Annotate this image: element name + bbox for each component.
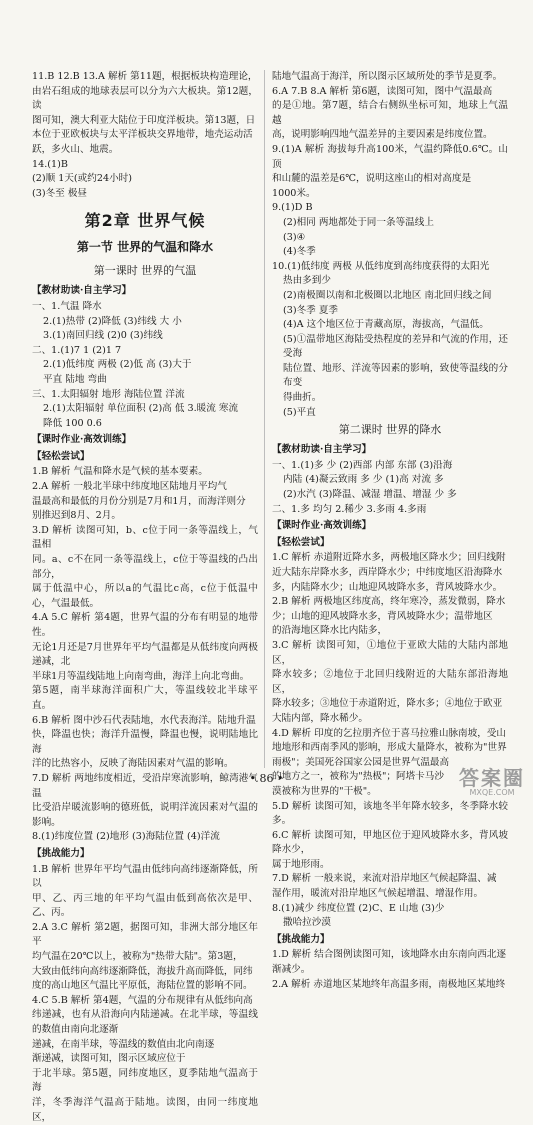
answer-line: 别推迟到8月、2月。 [32,510,121,522]
answer-line: (4)冬季 [283,246,316,258]
answer-line: (3)冬至 极昼 [32,187,88,199]
section-heading: 【轻松尝试】 [32,450,90,462]
answer-line: 高，说明影响四地气温差异的主要因素是纬度位置。 [272,129,493,141]
answer-line: 3.D 解析 读图可知，b、c位于同一条等温线上，气温相 [32,524,258,551]
answer-line: 3.(1)南回归线 (2)0 (3)纬线 [43,330,163,342]
answer-line: 漠被称为世界的"干极"。 [272,785,377,797]
column-divider [264,70,265,768]
answer-line: 撒哈拉沙漠 [283,917,331,929]
answer-line: 平直 陆地 弯曲 [43,373,107,385]
answer-line: 度的高山地区气温比平原低，海陆位置的影响不同。 [32,980,253,992]
answer-line: (5)①温带地区海陆受热程度的差异和气流的作用，还受海 [283,333,508,360]
section-heading: 【课时作业·高效训练】 [272,520,372,532]
answer-line: 内陆 (4)凝云致雨 多 少 (1)高 对流 多 [283,474,444,486]
watermark-logo [459,768,525,798]
answer-line: 第5题，南半球海洋面积广大，等温线较北半球平直。 [32,685,258,711]
answer-line: 近大陆东岸降水多，西岸降水少；中纬度地区沿海降水 [272,567,503,578]
answer-line: 的是①地。第7题，结合右侧纵坐标可知，地球上气温越 [272,100,508,126]
answer-line: 的地方之一，被称为"热极"；阿塔卡马沙 [272,771,444,783]
answer-line: 均气温在20℃以上，被称为"热带大陆"。第3题， [32,951,243,963]
answer-line: 甲、乙、丙三地的年平均气温由低到高依次是甲、乙、丙。 [32,892,258,919]
answer-line: 图可知，澳大利亚大陆位于印度洋板块。第13题，日 [32,114,256,126]
answer-line: (2)顺 1天(或约24小时) [32,173,132,185]
answer-line: 得曲折。 [283,392,322,404]
left-column [32,70,258,1125]
answer-line: 多，内陆降水少；山地迎风坡降水多，背风坡降水少。 [272,581,503,593]
answer-line: 半球1月等温线陆地上向南弯曲，海洋上向北弯曲。 [32,670,250,682]
answer-line: 于北半球。第5题，同纬度地区，夏季陆地气温高于海 [32,1067,258,1094]
answer-line: 2.(1)低纬度 两极 (2)低 高 (3)大于 [43,359,192,371]
section-heading: 【挑战能力】 [32,847,90,859]
right-answer-body [272,70,508,992]
answer-line: (3)④ [283,231,306,243]
answer-line: 4.D 解析 印度的乞拉朋齐位于喜马拉雅山脉南坡，受山 [272,727,507,739]
answer-line: 一、1.气温 降水 [32,300,102,312]
answer-line: 7.D 解析 一般来说，来流对沿岸地区气候起降温、减 [272,873,497,885]
page-number: • 86 • [249,772,284,785]
answer-line: 陆位置、地形、洋流等因素的影响，致使等温线的分布变 [283,362,508,389]
answer-line: 跃，多火山、地震。 [32,143,119,155]
answer-line: 雨极"；美国死谷国家公园是世界气温最高 [272,756,450,768]
section-title: 第一节 世界的气温和降水 [76,240,214,255]
answer-line: 三、1.太阳辐射 地形 海陆位置 洋流 [32,388,185,400]
lesson-title: 第一课时 世界的气温 [93,264,197,278]
answer-line: 6.B 解析 图中沙石代表陆地，水代表海洋。陆地升温 [32,714,256,726]
right-column [272,70,508,992]
answer-line: 2.B 解析 两极地区纬度高，终年寒冷，蒸发微弱，降水 [272,596,506,608]
answer-line: 7.D 解析 两地纬度相近，受沿岸寒流影响，鲸湾港气温 [32,772,258,799]
section-heading: 【挑战能力】 [272,933,330,945]
answer-line: 无论1月还是7月世界年平均气温都是从低纬度向两极递减，北 [32,641,258,668]
answer-line: 和山麓的温差是6℃，说明这座山的相对高度是 [272,173,472,185]
answer-line: 同。a、c不在同一条等温线上，c位于等温线的凸出部分， [32,554,258,580]
answer-line: 6.A 7.B 8.A 解析 第6题，读图可知，图中气温最高 [272,85,493,97]
answer-line: 1.B 解析 气温和降水是气候的基本要素。 [32,466,208,478]
answer-line: 降水较多；③地位于赤道附近，降水多；④地位于欧亚 [272,698,503,710]
answer-line: 快，降温也快；海洋升温慢，降温也慢，说明陆地比海 [32,729,258,755]
answer-line: 二、1.多 均匀 2.稀少 3.多雨 4.多雨 [272,503,427,515]
answer-line: 8.(1)减少 纬度位置 (2)C、E 山地 (3)少 [272,902,445,914]
answer-line: 本位于亚欧板块与太平洋板块交界地带，地壳运动活 [32,129,253,141]
watermark-url: MXQE.COM [469,788,515,797]
answer-line: 4.C 5.B 解析 第4题，气温的分布规律有从低纬向高 [32,994,253,1006]
answer-line: 1.B 解析 世界年平均气温由低纬向高纬逐渐降低，所以 [32,863,258,890]
answer-line: 3.C 解析 读图可知，①地位于亚欧大陆的大陆内部地区， [272,639,508,666]
answer-line: 大陆内部，降水稀少。 [272,712,368,724]
answer-line: 降低 100 0.6 [43,417,102,429]
answer-line: 6.C 解析 读图可知，甲地区位于迎风坡降水多，背风坡降水少， [272,829,508,856]
answer-line: 14.(1)B [32,158,68,170]
section-heading: 【教材助读·自主学习】 [272,444,372,456]
answer-line: 1.C 解析 赤道附近降水多，两极地区降水少；回归线附 [272,552,506,564]
answer-line: (2)水汽 (3)降温、减湿 增温、增湿 少 多 [283,489,457,501]
left-answer-body [32,284,258,1125]
answer-line: (3)冬季 夏季 [283,304,339,316]
answer-line: 2.A 3.C 解析 第2题，据图可知，非洲大部分地区年平 [32,921,258,948]
answer-line: 地地形和西南季风的影响，形成大量降水，被称为"世界 [272,742,507,754]
answer-line: 9.(1)A 解析 海拔每升高100米，气温约降低0.6℃。山顶 [272,143,508,170]
answer-line: 10.(1)低纬度 两极 从低纬度到高纬度获得的太阳光 [272,260,490,272]
answer-line: 2.A 解析 一般北半球中纬度地区陆地月平均气 [32,481,227,493]
answer-line: 9.(1)D B [272,202,313,214]
chapter-title: 第2章 世界气候 [84,211,206,231]
answer-line: 2.(1)太阳辐射 单位面积 (2)高 低 3.暖流 寒流 [43,403,239,415]
answer-line: 洋的比热容小，反映了海陆因素对气温的影响。 [32,758,234,770]
answer-line: (2)南极圈以南和北极圈以北地区 南北回归线之间 [283,289,492,301]
answer-line: 由岩石组成的地球表层可以分为六大板块。第12题，读 [32,85,258,112]
answer-line: 陆地气温高于海洋，所以图示区域所处的季节是夏季。 [272,71,503,82]
section-heading: 【轻松尝试】 [272,536,330,548]
answer-line: 降水较多；②地位于北回归线附近的大陆东部沿海地区， [272,669,508,695]
answer-line: 洋，冬季海洋气温高于陆地。读图，由同一纬度地区， [32,1097,258,1123]
answer-line: 二、1.(1)7 1 (2)1 7 [32,344,122,356]
answer-line: 1.D 解析 结合图例读图可知，该地降水由东南向西北逐 [272,949,507,961]
answer-line: 大致由低纬向高纬逐渐降低，海拔升高而降低，同纬 [32,965,253,977]
left-top-answers [32,70,258,201]
answer-line: 属于低温中心，所以a的气温比c高，c位于低温中心，气温最低。 [32,583,258,609]
answer-line: 11.B 12.B 13.A 解析 第11题，根据板块构造理论， [32,71,258,82]
section-heading: 【教材助读·自主学习】 [32,285,132,297]
answer-line: 递减，在南半球，等温线的数值由北向南逐 [32,1038,215,1050]
answer-line: 8.(1)纬度位置 (2)地形 (3)海陆位置 (4)洋流 [32,831,220,843]
answer-line: 渐减少。 [272,964,311,976]
answer-line: 比受沿岸暖流影响的德班低，说明洋流因素对气温的影响。 [32,802,258,828]
section-heading: 【课时作业·高效训练】 [32,434,132,446]
watermark-text: 答案圈 [459,766,525,790]
answer-line: 1000米。 [272,187,316,199]
answer-line: 一、1.(1)多 少 (2)西部 内部 东部 (3)沿海 [272,459,453,471]
answer-line: 2.(1)热带 (2)降低 (3)纬线 大 小 [43,315,182,327]
answer-line: (4)A 这个地区位于青藏高原，海拔高，气温低。 [283,319,489,331]
lesson-title: 第二课时 世界的降水 [338,423,442,437]
answer-line: 温最高和最低的月份分别是7月和1月，而海洋则分 [32,495,246,507]
answer-line: 少；山地的迎风坡降水多，背风坡降水少；温带地区 [272,610,493,622]
answer-line: 属于地形雨。 [272,858,330,870]
answer-line: 热由多到少 [283,275,331,287]
answer-line: 2.A 解析 赤道地区某地终年高温多雨，南极地区某地终 [272,978,506,990]
answer-line: 的沿海地区降水比内陆多， [272,625,388,637]
answer-line: 4.A 5.C 解析 第4题，世界气温的分布有明显的地带性。 [32,612,258,638]
answer-line: 湿作用，暖流对沿岸地区气候起增温、增湿作用。 [272,888,484,900]
answer-line: (5)平直 [283,406,316,418]
answer-line: 渐递减，读图可知，图示区域应位于 [32,1053,186,1065]
answer-line: 5.D 解析 读图可知，该地冬半年降水较多，冬季降水较多。 [272,800,508,827]
answer-line: 纬递减，也有从沿海向内陆递减。在北半球，等温线的数值由南向北逐渐 [32,1009,258,1036]
answer-line: (2)相同 两地都处于同一条等温线上 [283,216,434,228]
